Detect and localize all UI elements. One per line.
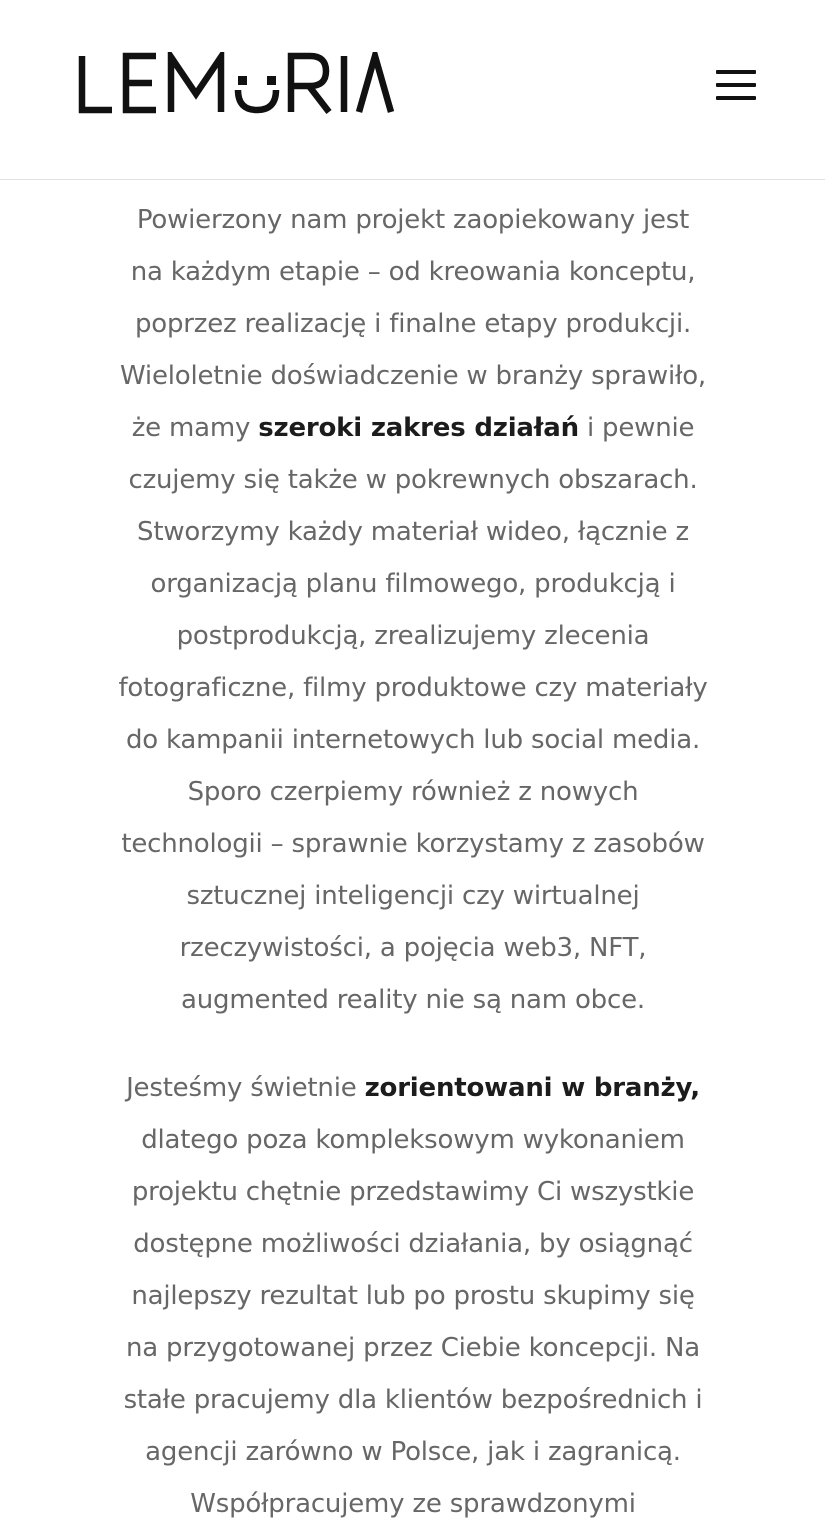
text-line bbox=[62, 974, 764, 1026]
text-line bbox=[62, 714, 764, 766]
text-line bbox=[62, 922, 764, 974]
emphasized-text: szeroki zakres działań bbox=[258, 413, 579, 443]
text-segment: agencji zarówno w Polsce, jak i zagranicą. bbox=[145, 1437, 681, 1467]
text-segment: Współpracujemy ze sprawdzonymi bbox=[190, 1489, 636, 1519]
text-line bbox=[62, 246, 764, 298]
text-line bbox=[62, 1322, 764, 1374]
text-segment: sztucznej inteligencji czy wirtualnej bbox=[186, 881, 640, 911]
text-line bbox=[62, 1374, 764, 1426]
emphasized-text: zorientowani w branży, bbox=[364, 1073, 700, 1103]
text-segment: poprzez realizację i finalne etapy produkcji. bbox=[134, 309, 692, 339]
hamburger-menu-icon bbox=[716, 83, 756, 87]
text-segment: Stworzymy każdy materiał wideo, łącznie z bbox=[137, 517, 689, 547]
text-segment: augmented reality nie są nam obce. bbox=[181, 985, 645, 1015]
text-segment: technologii – sprawnie korzystamy z zasobów bbox=[121, 829, 705, 859]
text-line bbox=[62, 350, 764, 402]
paragraph-industry bbox=[62, 1062, 764, 1530]
text-segment: postprodukcją, zrealizujemy zlecenia bbox=[176, 621, 650, 651]
text-segment: Powierzony nam projekt zaopiekowany jest bbox=[136, 205, 690, 235]
text-line bbox=[62, 194, 764, 246]
text-segment: Sporo czerpiemy również z nowych bbox=[187, 777, 639, 807]
text-segment: Wieloletnie doświadczenie w branży sprawiło, bbox=[119, 361, 706, 391]
text-line bbox=[62, 1426, 764, 1478]
hamburger-menu-icon bbox=[716, 70, 756, 74]
text-segment: organizacją planu filmowego, produkcją i bbox=[150, 569, 676, 599]
paragraph-services bbox=[62, 194, 764, 1026]
text-line bbox=[62, 766, 764, 818]
text-segment: na przygotowanej przez Ciebie koncepcji. Na bbox=[125, 1333, 701, 1363]
text-segment: stałe pracujemy dla klientów bezpośrednich i bbox=[123, 1385, 703, 1415]
text-line bbox=[62, 1166, 764, 1218]
text-line bbox=[62, 870, 764, 922]
text-segment: do kampanii internetowych lub social media. bbox=[125, 725, 701, 755]
hamburger-menu-icon bbox=[716, 96, 756, 100]
text-segment: i pewnie bbox=[578, 413, 695, 443]
text-segment: Jesteśmy świetnie bbox=[126, 1073, 365, 1103]
text-line bbox=[62, 1270, 764, 1322]
text-segment: czujemy się także w pokrewnych obszarach. bbox=[128, 465, 698, 495]
text-segment: fotograficzne, filmy produktowe czy materiały bbox=[118, 673, 708, 703]
about-text bbox=[62, 194, 764, 1530]
text-segment: na każdym etapie – od kreowania konceptu, bbox=[130, 257, 696, 287]
text-line bbox=[62, 662, 764, 714]
text-line bbox=[62, 1114, 764, 1166]
text-segment: projektu chętnie przedstawimy Ci wszystkie bbox=[131, 1177, 695, 1207]
text-line bbox=[62, 402, 764, 454]
text-segment: dostępne możliwości działania, by osiągnąć bbox=[133, 1229, 693, 1259]
text-line bbox=[62, 818, 764, 870]
menu-button[interactable] bbox=[708, 62, 764, 108]
text-line bbox=[62, 610, 764, 662]
text-line bbox=[62, 506, 764, 558]
text-segment: że mamy bbox=[131, 413, 259, 443]
text-line bbox=[62, 298, 764, 350]
text-line bbox=[62, 1478, 764, 1530]
text-line bbox=[62, 1062, 764, 1114]
text-segment: rzeczywistości, a pojęcia web3, NFT, bbox=[179, 933, 647, 963]
text-segment: dlatego poza kompleksowym wykonaniem bbox=[141, 1125, 685, 1155]
text-line bbox=[62, 558, 764, 610]
text-line bbox=[62, 1218, 764, 1270]
lemuria-logo[interactable] bbox=[78, 52, 394, 116]
site-header bbox=[0, 0, 825, 180]
text-segment: najlepszy rezultat lub po prostu skupimy się bbox=[131, 1281, 695, 1311]
text-line bbox=[62, 454, 764, 506]
